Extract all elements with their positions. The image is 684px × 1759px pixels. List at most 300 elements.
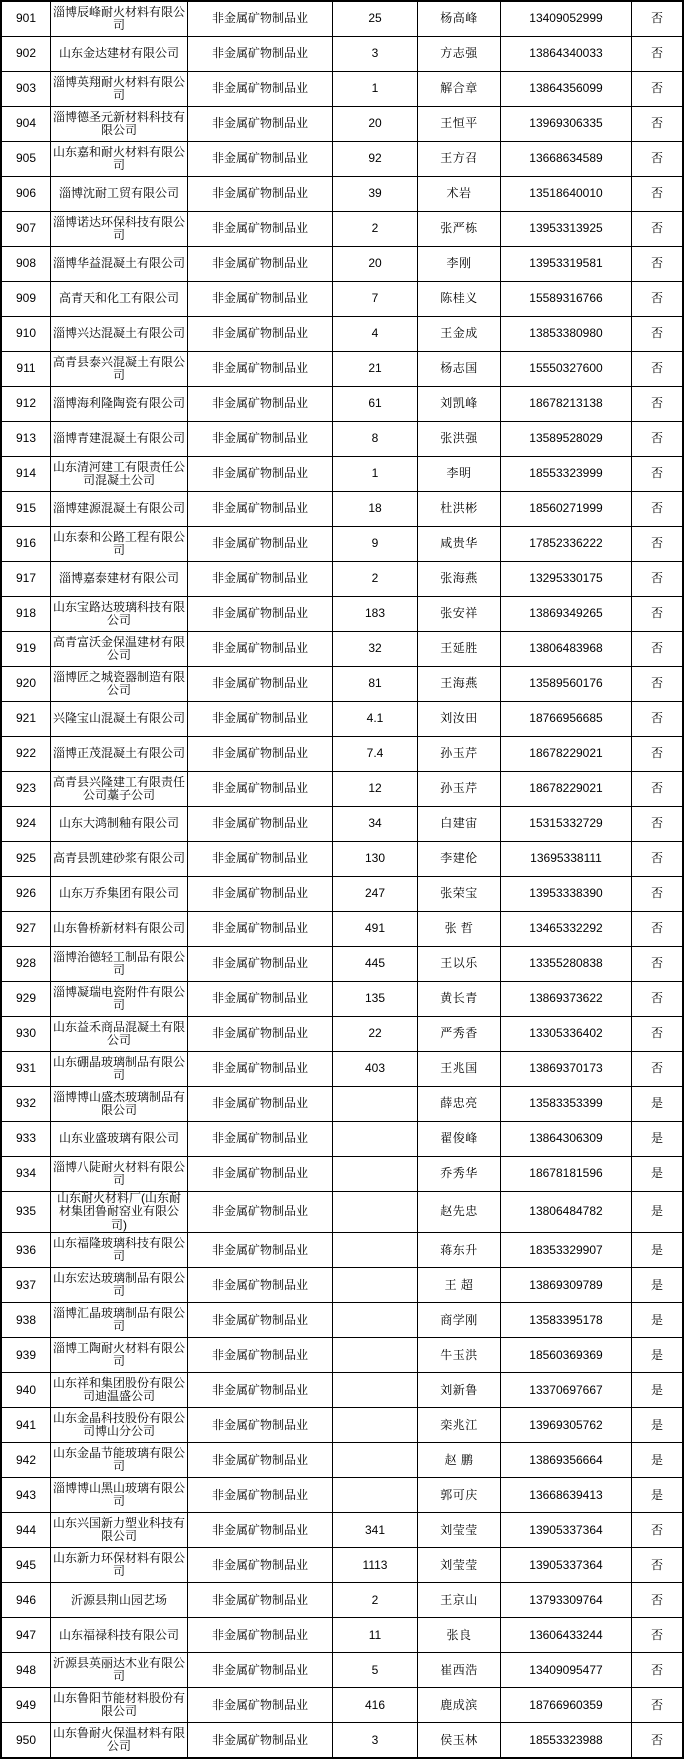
- value-amount: [333, 1157, 418, 1192]
- industry-category: 非金属矿物制品业: [188, 1087, 333, 1122]
- table-row: [1, 1478, 683, 1513]
- contact-person: 王以乐: [418, 947, 501, 982]
- value-amount: [333, 1408, 418, 1443]
- value-amount: 2: [333, 212, 418, 247]
- row-index: 905: [1, 142, 51, 177]
- enterprise-name: 高青天和化工有限公司: [51, 282, 188, 317]
- industry-category: 非金属矿物制品业: [188, 1338, 333, 1373]
- contact-person: 方志强: [418, 37, 501, 72]
- row-index: 914: [1, 457, 51, 492]
- table-row: [1, 142, 683, 177]
- enterprise-name: 山东祥和集团股份有限公司迪温盛公司: [51, 1373, 188, 1408]
- industry-category: 非金属矿物制品业: [188, 1618, 333, 1653]
- contact-phone: 13695338111: [501, 842, 632, 877]
- row-index: 909: [1, 282, 51, 317]
- industry-category: 非金属矿物制品业: [188, 912, 333, 947]
- table-row: [1, 1, 683, 37]
- status-flag: 否: [632, 1548, 684, 1583]
- table-row: [1, 1052, 683, 1087]
- enterprise-name: 兴隆宝山混凝土有限公司: [51, 702, 188, 737]
- value-amount: 3: [333, 37, 418, 72]
- contact-phone: 13953319581: [501, 247, 632, 282]
- status-flag: 否: [632, 807, 684, 842]
- enterprise-name: 山东耐火材料厂(山东耐材集团鲁耐窑业有限公司): [51, 1192, 188, 1233]
- value-amount: [333, 1192, 418, 1233]
- enterprise-name: 山东万乔集团有限公司: [51, 877, 188, 912]
- table-row: [1, 247, 683, 282]
- contact-person: 王兆国: [418, 1052, 501, 1087]
- enterprise-name: 山东新力环保材料有限公司: [51, 1548, 188, 1583]
- industry-category: 非金属矿物制品业: [188, 1583, 333, 1618]
- contact-phone: 13869309789: [501, 1268, 632, 1303]
- row-index: 912: [1, 387, 51, 422]
- industry-category: 非金属矿物制品业: [188, 352, 333, 387]
- row-index: 931: [1, 1052, 51, 1087]
- table-row: [1, 1653, 683, 1688]
- value-amount: [333, 1338, 418, 1373]
- contact-person: 咸贵华: [418, 527, 501, 562]
- status-flag: 否: [632, 142, 684, 177]
- table-row: [1, 982, 683, 1017]
- table-row: [1, 772, 683, 807]
- contact-person: 刘新鲁: [418, 1373, 501, 1408]
- industry-category: 非金属矿物制品业: [188, 877, 333, 912]
- contact-phone: 13370697667: [501, 1373, 632, 1408]
- table-row: [1, 1303, 683, 1338]
- row-index: 924: [1, 807, 51, 842]
- value-amount: 5: [333, 1653, 418, 1688]
- industry-category: 非金属矿物制品业: [188, 1, 333, 37]
- enterprise-name: 山东益禾商品混凝土有限公司: [51, 1017, 188, 1052]
- contact-person: 张荣宝: [418, 877, 501, 912]
- value-amount: [333, 1233, 418, 1268]
- contact-phone: 18678213138: [501, 387, 632, 422]
- contact-person: 孙玉芹: [418, 737, 501, 772]
- contact-person: 杜洪彬: [418, 492, 501, 527]
- row-index: 945: [1, 1548, 51, 1583]
- status-flag: 否: [632, 562, 684, 597]
- contact-phone: 13355280838: [501, 947, 632, 982]
- row-index: 907: [1, 212, 51, 247]
- status-flag: 是: [632, 1268, 684, 1303]
- table-row: [1, 422, 683, 457]
- contact-phone: 18353329907: [501, 1233, 632, 1268]
- industry-category: 非金属矿物制品业: [188, 1723, 333, 1759]
- enterprise-name: 淄博英翔耐火材料有限公司: [51, 72, 188, 107]
- contact-phone: 18678229021: [501, 737, 632, 772]
- industry-category: 非金属矿物制品业: [188, 807, 333, 842]
- enterprise-name: 淄博嘉泰建材有限公司: [51, 562, 188, 597]
- enterprise-name: 淄博德圣元新材料科技有限公司: [51, 107, 188, 142]
- row-index: 904: [1, 107, 51, 142]
- row-index: 922: [1, 737, 51, 772]
- status-flag: 否: [632, 1052, 684, 1087]
- industry-category: 非金属矿物制品业: [188, 1157, 333, 1192]
- table-row: [1, 597, 683, 632]
- value-amount: 4.1: [333, 702, 418, 737]
- table-row: [1, 1618, 683, 1653]
- contact-person: 牛玉洪: [418, 1338, 501, 1373]
- row-index: 903: [1, 72, 51, 107]
- contact-person: 张洪强: [418, 422, 501, 457]
- contact-phone: 13864356099: [501, 72, 632, 107]
- contact-person: 张严栋: [418, 212, 501, 247]
- contact-person: 鹿成滨: [418, 1688, 501, 1723]
- row-index: 940: [1, 1373, 51, 1408]
- contact-phone: 13869373622: [501, 982, 632, 1017]
- enterprise-name: 淄博兴达混凝土有限公司: [51, 317, 188, 352]
- contact-phone: 17852336222: [501, 527, 632, 562]
- contact-phone: 13953338390: [501, 877, 632, 912]
- value-amount: 32: [333, 632, 418, 667]
- value-amount: 21: [333, 352, 418, 387]
- value-amount: 247: [333, 877, 418, 912]
- status-flag: 是: [632, 1408, 684, 1443]
- contact-person: 蒋东升: [418, 1233, 501, 1268]
- enterprise-name: 淄博博山黑山玻璃有限公司: [51, 1478, 188, 1513]
- contact-person: 翟俊峰: [418, 1122, 501, 1157]
- contact-phone: 13305336402: [501, 1017, 632, 1052]
- status-flag: 否: [632, 597, 684, 632]
- industry-category: 非金属矿物制品业: [188, 492, 333, 527]
- table-row: [1, 457, 683, 492]
- contact-phone: 13953313925: [501, 212, 632, 247]
- industry-category: 非金属矿物制品业: [188, 667, 333, 702]
- contact-person: 王海燕: [418, 667, 501, 702]
- contact-person: 薛忠亮: [418, 1087, 501, 1122]
- row-index: 929: [1, 982, 51, 1017]
- table-row: [1, 1688, 683, 1723]
- value-amount: 39: [333, 177, 418, 212]
- enterprise-name: 山东泰和公路工程有限公司: [51, 527, 188, 562]
- industry-category: 非金属矿物制品业: [188, 702, 333, 737]
- contact-person: 刘汝田: [418, 702, 501, 737]
- contact-phone: 13668634589: [501, 142, 632, 177]
- contact-phone: 13853380980: [501, 317, 632, 352]
- contact-phone: 13806484782: [501, 1192, 632, 1233]
- row-index: 921: [1, 702, 51, 737]
- row-index: 923: [1, 772, 51, 807]
- value-amount: [333, 1087, 418, 1122]
- contact-person: 王延胜: [418, 632, 501, 667]
- row-index: 935: [1, 1192, 51, 1233]
- table-row: [1, 212, 683, 247]
- contact-person: 王恒平: [418, 107, 501, 142]
- table-row: [1, 1233, 683, 1268]
- enterprise-name: 山东福隆玻璃科技有限公司: [51, 1233, 188, 1268]
- value-amount: 4: [333, 317, 418, 352]
- status-flag: 否: [632, 667, 684, 702]
- value-amount: 491: [333, 912, 418, 947]
- industry-category: 非金属矿物制品业: [188, 247, 333, 282]
- value-amount: 7.4: [333, 737, 418, 772]
- table-row: [1, 737, 683, 772]
- industry-category: 非金属矿物制品业: [188, 1513, 333, 1548]
- row-index: 937: [1, 1268, 51, 1303]
- contact-person: 刘莹莹: [418, 1548, 501, 1583]
- contact-person: 白建宙: [418, 807, 501, 842]
- status-flag: 否: [632, 177, 684, 212]
- value-amount: 8: [333, 422, 418, 457]
- table-row: [1, 107, 683, 142]
- contact-phone: 18678229021: [501, 772, 632, 807]
- enterprise-name: 淄博海利隆陶瓷有限公司: [51, 387, 188, 422]
- status-flag: 是: [632, 1087, 684, 1122]
- contact-phone: 13668639413: [501, 1478, 632, 1513]
- contact-person: 杨高峰: [418, 1, 501, 37]
- industry-category: 非金属矿物制品业: [188, 632, 333, 667]
- table-row: [1, 702, 683, 737]
- status-flag: 否: [632, 457, 684, 492]
- contact-phone: 13589528029: [501, 422, 632, 457]
- contact-phone: 13864340033: [501, 37, 632, 72]
- industry-category: 非金属矿物制品业: [188, 1233, 333, 1268]
- table-row: [1, 1408, 683, 1443]
- table-row: [1, 1513, 683, 1548]
- value-amount: 3: [333, 1723, 418, 1759]
- table-row: [1, 807, 683, 842]
- row-index: 906: [1, 177, 51, 212]
- status-flag: 否: [632, 72, 684, 107]
- row-index: 950: [1, 1723, 51, 1759]
- contact-person: 王方召: [418, 142, 501, 177]
- row-index: 910: [1, 317, 51, 352]
- status-flag: 否: [632, 1688, 684, 1723]
- value-amount: 1: [333, 457, 418, 492]
- status-flag: 是: [632, 1157, 684, 1192]
- value-amount: 403: [333, 1052, 418, 1087]
- status-flag: 否: [632, 492, 684, 527]
- contact-person: 刘凯峰: [418, 387, 501, 422]
- status-flag: 否: [632, 1723, 684, 1759]
- value-amount: 135: [333, 982, 418, 1017]
- table-row: [1, 387, 683, 422]
- table-body: [1, 1, 683, 1758]
- contact-phone: 13969306335: [501, 107, 632, 142]
- enterprise-name: 山东清河建工有限责任公司混凝土公司: [51, 457, 188, 492]
- value-amount: 445: [333, 947, 418, 982]
- contact-person: 黄长青: [418, 982, 501, 1017]
- table-row: [1, 562, 683, 597]
- status-flag: 否: [632, 772, 684, 807]
- enterprise-name: 山东金晶节能玻璃有限公司: [51, 1443, 188, 1478]
- industry-category: 非金属矿物制品业: [188, 387, 333, 422]
- contact-phone: 13606433244: [501, 1618, 632, 1653]
- contact-person: 术岩: [418, 177, 501, 212]
- row-index: 926: [1, 877, 51, 912]
- table-row: [1, 1583, 683, 1618]
- enterprise-name: 淄博辰峰耐火材料有限公司: [51, 1, 188, 37]
- enterprise-name: 山东福禄科技有限公司: [51, 1618, 188, 1653]
- industry-category: 非金属矿物制品业: [188, 1408, 333, 1443]
- value-amount: 183: [333, 597, 418, 632]
- contact-phone: 15550327600: [501, 352, 632, 387]
- industry-category: 非金属矿物制品业: [188, 457, 333, 492]
- contact-phone: 13905337364: [501, 1513, 632, 1548]
- enterprise-name: 沂源县荆山园艺场: [51, 1583, 188, 1618]
- contact-person: 严秀香: [418, 1017, 501, 1052]
- value-amount: 20: [333, 247, 418, 282]
- row-index: 901: [1, 1, 51, 37]
- table-row: [1, 37, 683, 72]
- contact-phone: 18678181596: [501, 1157, 632, 1192]
- status-flag: 否: [632, 107, 684, 142]
- contact-phone: 13583395178: [501, 1303, 632, 1338]
- enterprise-name: 山东大鸿制釉有限公司: [51, 807, 188, 842]
- contact-person: 乔秀华: [418, 1157, 501, 1192]
- enterprise-name: 山东金达建材有限公司: [51, 37, 188, 72]
- enterprise-name: 沂源县英丽达木业有限公司: [51, 1653, 188, 1688]
- contact-person: 赵先忠: [418, 1192, 501, 1233]
- value-amount: 11: [333, 1618, 418, 1653]
- value-amount: 9: [333, 527, 418, 562]
- value-amount: 7: [333, 282, 418, 317]
- enterprise-name: 淄博青建混凝土有限公司: [51, 422, 188, 457]
- status-flag: 否: [632, 422, 684, 457]
- industry-category: 非金属矿物制品业: [188, 422, 333, 457]
- value-amount: 20: [333, 107, 418, 142]
- enterprise-name: 淄博沈耐工贸有限公司: [51, 177, 188, 212]
- value-amount: [333, 1268, 418, 1303]
- enterprise-name: 淄博匠之城瓷器制造有限公司: [51, 667, 188, 702]
- contact-phone: 13806483968: [501, 632, 632, 667]
- row-index: 917: [1, 562, 51, 597]
- contact-person: 孙玉芹: [418, 772, 501, 807]
- value-amount: 25: [333, 1, 418, 37]
- industry-category: 非金属矿物制品业: [188, 107, 333, 142]
- status-flag: 否: [632, 877, 684, 912]
- status-flag: 否: [632, 352, 684, 387]
- table-row: [1, 1192, 683, 1233]
- contact-person: 李明: [418, 457, 501, 492]
- status-flag: 是: [632, 1192, 684, 1233]
- row-index: 902: [1, 37, 51, 72]
- industry-category: 非金属矿物制品业: [188, 1052, 333, 1087]
- contact-phone: 13589560176: [501, 667, 632, 702]
- row-index: 943: [1, 1478, 51, 1513]
- industry-category: 非金属矿物制品业: [188, 842, 333, 877]
- row-index: 938: [1, 1303, 51, 1338]
- industry-category: 非金属矿物制品业: [188, 1122, 333, 1157]
- value-amount: [333, 1122, 418, 1157]
- table-row: [1, 492, 683, 527]
- contact-person: 刘莹莹: [418, 1513, 501, 1548]
- contact-phone: 15315332729: [501, 807, 632, 842]
- enterprise-name: 淄博凝瑞电瓷附件有限公司: [51, 982, 188, 1017]
- status-flag: 是: [632, 1443, 684, 1478]
- value-amount: 341: [333, 1513, 418, 1548]
- contact-person: 李刚: [418, 247, 501, 282]
- row-index: 948: [1, 1653, 51, 1688]
- contact-phone: 13869356664: [501, 1443, 632, 1478]
- industry-category: 非金属矿物制品业: [188, 1653, 333, 1688]
- contact-person: 杨志国: [418, 352, 501, 387]
- industry-category: 非金属矿物制品业: [188, 1548, 333, 1583]
- contact-phone: 13518640010: [501, 177, 632, 212]
- industry-category: 非金属矿物制品业: [188, 37, 333, 72]
- status-flag: 是: [632, 1478, 684, 1513]
- enterprise-name: 山东宏达玻璃制品有限公司: [51, 1268, 188, 1303]
- table-row: [1, 352, 683, 387]
- enterprise-name: 山东金晶科技股份有限公司博山分公司: [51, 1408, 188, 1443]
- contact-phone: 13409052999: [501, 1, 632, 37]
- contact-person: 解合章: [418, 72, 501, 107]
- row-index: 942: [1, 1443, 51, 1478]
- status-flag: 否: [632, 247, 684, 282]
- industry-category: 非金属矿物制品业: [188, 597, 333, 632]
- status-flag: 否: [632, 632, 684, 667]
- contact-phone: 13869349265: [501, 597, 632, 632]
- status-flag: 否: [632, 1, 684, 37]
- enterprise-name: 山东硼晶玻璃制品有限公司: [51, 1052, 188, 1087]
- industry-category: 非金属矿物制品业: [188, 1303, 333, 1338]
- status-flag: 否: [632, 702, 684, 737]
- contact-person: 崔西浩: [418, 1653, 501, 1688]
- industry-category: 非金属矿物制品业: [188, 1688, 333, 1723]
- enterprise-name: 淄博治德轻工制品有限公司: [51, 947, 188, 982]
- row-index: 932: [1, 1087, 51, 1122]
- industry-category: 非金属矿物制品业: [188, 562, 333, 597]
- row-index: 928: [1, 947, 51, 982]
- status-flag: 否: [632, 982, 684, 1017]
- contact-person: 王京山: [418, 1583, 501, 1618]
- status-flag: 否: [632, 527, 684, 562]
- row-index: 918: [1, 597, 51, 632]
- value-amount: [333, 1303, 418, 1338]
- table-row: [1, 1157, 683, 1192]
- value-amount: 2: [333, 1583, 418, 1618]
- enterprise-name: 淄博建源混凝土有限公司: [51, 492, 188, 527]
- table-row: [1, 912, 683, 947]
- industry-category: 非金属矿物制品业: [188, 1443, 333, 1478]
- row-index: 944: [1, 1513, 51, 1548]
- value-amount: 2: [333, 562, 418, 597]
- enterprise-name: 淄博诺达环保科技有限公司: [51, 212, 188, 247]
- status-flag: 是: [632, 1233, 684, 1268]
- industry-category: 非金属矿物制品业: [188, 1017, 333, 1052]
- status-flag: 否: [632, 912, 684, 947]
- enterprise-name: 淄博八陡耐火材料有限公司: [51, 1157, 188, 1192]
- row-index: 927: [1, 912, 51, 947]
- row-index: 916: [1, 527, 51, 562]
- industry-category: 非金属矿物制品业: [188, 772, 333, 807]
- status-flag: 否: [632, 1513, 684, 1548]
- industry-category: 非金属矿物制品业: [188, 982, 333, 1017]
- enterprise-name: 淄博华益混凝土有限公司: [51, 247, 188, 282]
- table-row: [1, 527, 683, 562]
- status-flag: 否: [632, 842, 684, 877]
- contact-person: 栾兆江: [418, 1408, 501, 1443]
- industry-category: 非金属矿物制品业: [188, 317, 333, 352]
- contact-person: 张良: [418, 1618, 501, 1653]
- status-flag: 否: [632, 1618, 684, 1653]
- value-amount: 1113: [333, 1548, 418, 1583]
- value-amount: [333, 1478, 418, 1513]
- table-row: [1, 667, 683, 702]
- contact-person: 赵 鹏: [418, 1443, 501, 1478]
- contact-person: 李建伦: [418, 842, 501, 877]
- value-amount: 1: [333, 72, 418, 107]
- value-amount: 416: [333, 1688, 418, 1723]
- contact-person: 商学刚: [418, 1303, 501, 1338]
- industry-category: 非金属矿物制品业: [188, 1268, 333, 1303]
- row-index: 933: [1, 1122, 51, 1157]
- contact-phone: 18560369369: [501, 1338, 632, 1373]
- enterprise-name: 山东鲁耐火保温材料有限公司: [51, 1723, 188, 1759]
- status-flag: 否: [632, 387, 684, 422]
- table-row: [1, 1338, 683, 1373]
- contact-person: 张 哲: [418, 912, 501, 947]
